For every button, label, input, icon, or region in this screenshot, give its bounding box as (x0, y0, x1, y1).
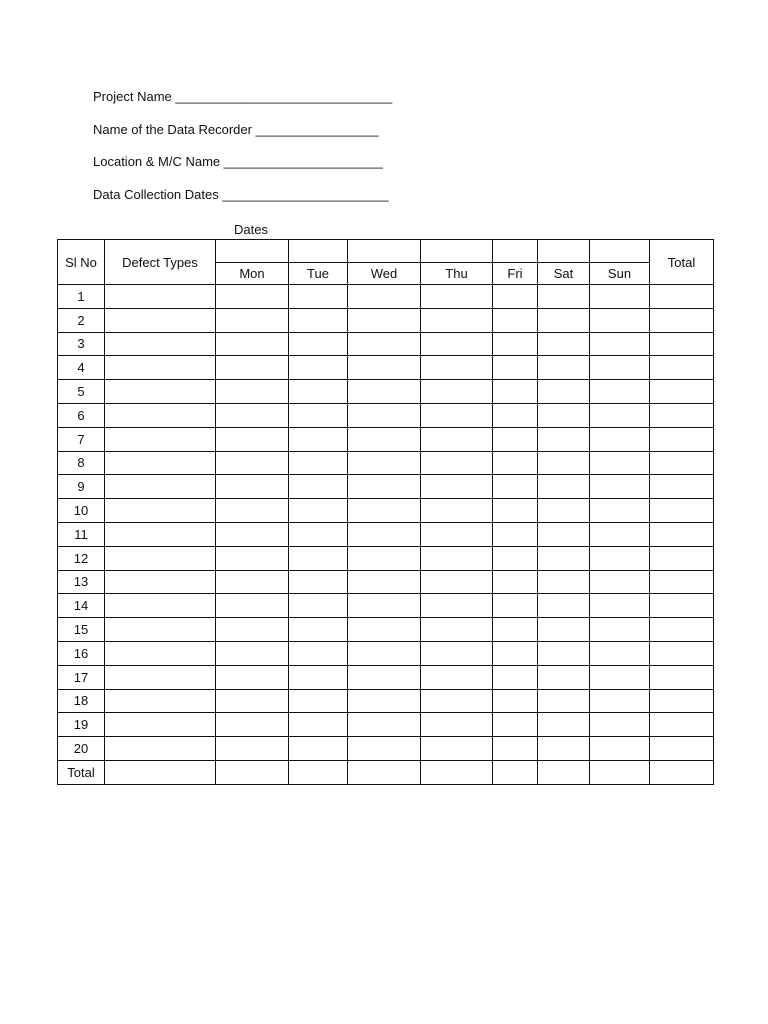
count-cell-fri[interactable] (493, 546, 538, 570)
count-cell-sat[interactable] (538, 380, 590, 404)
count-cell-fri[interactable] (493, 403, 538, 427)
table-row (58, 332, 714, 356)
count-cell-sun[interactable] (590, 380, 650, 404)
count-cell-fri[interactable] (493, 451, 538, 475)
count-cell-tue[interactable] (289, 713, 348, 737)
count-cell-sun[interactable] (590, 689, 650, 713)
data-recorder-field[interactable]: Name of the Data Recorder _________________ (93, 121, 379, 137)
header-day-mon: Mon (216, 263, 289, 285)
count-cell-tue[interactable] (289, 570, 348, 594)
defect-type-cell[interactable] (105, 570, 216, 594)
count-cell-sat[interactable] (538, 760, 590, 784)
date-cell-thu[interactable] (421, 240, 493, 263)
table-row (58, 570, 714, 594)
defect-type-cell[interactable] (105, 427, 216, 451)
sl-no-cell: 10 (58, 499, 105, 523)
count-cell-fri[interactable] (493, 641, 538, 665)
row-total-cell[interactable] (650, 546, 714, 570)
count-cell-tue[interactable] (289, 760, 348, 784)
count-cell-wed[interactable] (348, 522, 421, 546)
count-cell-tue[interactable] (289, 546, 348, 570)
defect-type-cell[interactable] (105, 665, 216, 689)
row-total-cell[interactable] (650, 451, 714, 475)
count-cell-wed[interactable] (348, 308, 421, 332)
count-cell-wed[interactable] (348, 713, 421, 737)
count-cell-thu[interactable] (421, 618, 493, 642)
count-cell-sun[interactable] (590, 618, 650, 642)
count-cell-thu[interactable] (421, 665, 493, 689)
sl-no-cell: 6 (58, 403, 105, 427)
count-cell-mon[interactable] (216, 332, 289, 356)
count-cell-sun[interactable] (590, 570, 650, 594)
defect-type-cell[interactable] (105, 285, 216, 309)
count-cell-sat[interactable] (538, 737, 590, 761)
sl-no-cell: 19 (58, 713, 105, 737)
header-total: Total (650, 240, 714, 285)
defect-type-cell[interactable] (105, 737, 216, 761)
count-cell-fri[interactable] (493, 285, 538, 309)
count-cell-tue[interactable] (289, 475, 348, 499)
count-cell-tue[interactable] (289, 641, 348, 665)
count-cell-thu[interactable] (421, 475, 493, 499)
table-row (58, 689, 714, 713)
table-row (58, 451, 714, 475)
count-cell-sun[interactable] (590, 594, 650, 618)
count-cell-tue[interactable] (289, 665, 348, 689)
count-cell-sun[interactable] (590, 356, 650, 380)
dates-caption: Dates (234, 222, 268, 237)
header-row-top (58, 240, 714, 263)
count-cell-wed[interactable] (348, 689, 421, 713)
count-cell-wed[interactable] (348, 285, 421, 309)
row-total-cell[interactable] (650, 737, 714, 761)
count-cell-thu[interactable] (421, 285, 493, 309)
count-cell-fri[interactable] (493, 737, 538, 761)
header-sl-no: Sl No (58, 240, 105, 285)
header-defect-types: Defect Types (105, 240, 216, 285)
count-cell-fri[interactable] (493, 308, 538, 332)
count-cell-wed[interactable] (348, 546, 421, 570)
collection-dates-field[interactable]: Data Collection Dates _______________________ (93, 186, 389, 202)
count-cell-mon[interactable] (216, 641, 289, 665)
table-row (58, 403, 714, 427)
header-day-sun: Sun (590, 263, 650, 285)
sl-no-cell: 20 (58, 737, 105, 761)
count-cell-sun[interactable] (590, 403, 650, 427)
count-cell-mon[interactable] (216, 737, 289, 761)
header-day-fri: Fri (493, 263, 538, 285)
count-cell-mon[interactable] (216, 713, 289, 737)
row-total-cell[interactable] (650, 356, 714, 380)
row-total-cell[interactable] (650, 570, 714, 594)
count-cell-wed[interactable] (348, 570, 421, 594)
count-cell-sat[interactable] (538, 546, 590, 570)
count-cell-tue[interactable] (289, 403, 348, 427)
count-cell-tue[interactable] (289, 499, 348, 523)
count-cell-sat[interactable] (538, 594, 590, 618)
row-total-cell[interactable] (650, 475, 714, 499)
table-body (58, 240, 714, 785)
row-total-cell[interactable] (650, 594, 714, 618)
defect-type-cell[interactable] (105, 594, 216, 618)
row-total-cell[interactable] (650, 713, 714, 737)
count-cell-thu[interactable] (421, 380, 493, 404)
count-cell-tue[interactable] (289, 356, 348, 380)
table-row (58, 475, 714, 499)
count-cell-tue[interactable] (289, 689, 348, 713)
count-cell-thu[interactable] (421, 499, 493, 523)
header-day-tue: Tue (289, 263, 348, 285)
sl-no-cell: 3 (58, 332, 105, 356)
count-cell-tue[interactable] (289, 285, 348, 309)
count-cell-mon[interactable] (216, 356, 289, 380)
row-total-cell[interactable] (650, 380, 714, 404)
count-cell-sun[interactable] (590, 522, 650, 546)
count-cell-mon[interactable] (216, 499, 289, 523)
sl-no-cell: 1 (58, 285, 105, 309)
count-cell-mon[interactable] (216, 475, 289, 499)
count-cell-sat[interactable] (538, 332, 590, 356)
count-cell-wed[interactable] (348, 403, 421, 427)
project-name-field[interactable]: Project Name ______________________________ (93, 89, 393, 104)
count-cell-wed[interactable] (348, 499, 421, 523)
count-cell-fri[interactable] (493, 689, 538, 713)
date-cell-wed[interactable] (348, 240, 421, 263)
count-cell-mon[interactable] (216, 689, 289, 713)
table-row (58, 546, 714, 570)
defect-type-cell[interactable] (105, 332, 216, 356)
count-cell-sun[interactable] (590, 737, 650, 761)
count-cell-sat[interactable] (538, 451, 590, 475)
count-cell-mon[interactable] (216, 570, 289, 594)
sl-no-cell: 12 (58, 546, 105, 570)
defect-check-sheet (57, 239, 714, 785)
table-row (58, 665, 714, 689)
row-total-cell[interactable] (650, 332, 714, 356)
count-cell-thu[interactable] (421, 403, 493, 427)
row-total-cell[interactable] (650, 689, 714, 713)
count-cell-mon[interactable] (216, 618, 289, 642)
count-cell-thu[interactable] (421, 522, 493, 546)
table-row (58, 380, 714, 404)
count-cell-mon[interactable] (216, 594, 289, 618)
count-cell-sun[interactable] (590, 332, 650, 356)
count-cell-sun[interactable] (590, 546, 650, 570)
count-cell-fri[interactable] (493, 475, 538, 499)
count-cell-fri[interactable] (493, 713, 538, 737)
count-cell-sat[interactable] (538, 522, 590, 546)
sl-no-cell: 11 (58, 522, 105, 546)
count-cell-wed[interactable] (348, 380, 421, 404)
table-row (58, 713, 714, 737)
defect-type-cell[interactable] (105, 618, 216, 642)
count-cell-fri[interactable] (493, 499, 538, 523)
defect-type-cell[interactable] (105, 356, 216, 380)
sl-no-cell: 5 (58, 380, 105, 404)
defect-type-cell[interactable] (105, 713, 216, 737)
table-row (58, 356, 714, 380)
table-row (58, 737, 714, 761)
defect-type-cell[interactable] (105, 308, 216, 332)
count-cell-thu[interactable] (421, 332, 493, 356)
count-cell-tue[interactable] (289, 380, 348, 404)
header-day-thu: Thu (421, 263, 493, 285)
count-cell-tue[interactable] (289, 594, 348, 618)
count-cell-sat[interactable] (538, 427, 590, 451)
sl-no-cell: 14 (58, 594, 105, 618)
count-cell-sat[interactable] (538, 356, 590, 380)
count-cell-mon[interactable] (216, 546, 289, 570)
count-cell-thu[interactable] (421, 689, 493, 713)
defect-type-cell[interactable] (105, 451, 216, 475)
table-row (58, 594, 714, 618)
count-cell-wed[interactable] (348, 665, 421, 689)
date-cell-sun[interactable] (590, 240, 650, 263)
sl-no-cell: 17 (58, 665, 105, 689)
count-cell-mon[interactable] (216, 380, 289, 404)
sl-no-cell: Total (58, 760, 105, 784)
sl-no-cell: 4 (58, 356, 105, 380)
row-total-cell[interactable] (650, 618, 714, 642)
defect-type-cell[interactable] (105, 475, 216, 499)
count-cell-sat[interactable] (538, 689, 590, 713)
count-cell-sun[interactable] (590, 451, 650, 475)
count-cell-wed[interactable] (348, 451, 421, 475)
count-cell-sat[interactable] (538, 665, 590, 689)
count-cell-wed[interactable] (348, 641, 421, 665)
count-cell-sat[interactable] (538, 641, 590, 665)
sl-no-cell: 16 (58, 641, 105, 665)
table-row (58, 522, 714, 546)
count-cell-wed[interactable] (348, 760, 421, 784)
row-total-cell[interactable] (650, 403, 714, 427)
count-cell-wed[interactable] (348, 332, 421, 356)
count-cell-sat[interactable] (538, 403, 590, 427)
sl-no-cell: 18 (58, 689, 105, 713)
location-mc-field[interactable]: Location & M/C Name ______________________ (93, 154, 383, 169)
count-cell-sat[interactable] (538, 475, 590, 499)
count-cell-thu[interactable] (421, 546, 493, 570)
defect-type-cell[interactable] (105, 403, 216, 427)
count-cell-wed[interactable] (348, 427, 421, 451)
table-row (58, 285, 714, 309)
count-cell-sun[interactable] (590, 285, 650, 309)
count-cell-mon[interactable] (216, 308, 289, 332)
count-cell-tue[interactable] (289, 737, 348, 761)
header-day-sat: Sat (538, 263, 590, 285)
defect-type-cell[interactable] (105, 522, 216, 546)
table-row (58, 760, 714, 784)
row-total-cell[interactable] (650, 285, 714, 309)
count-cell-sun[interactable] (590, 308, 650, 332)
count-cell-sat[interactable] (538, 308, 590, 332)
table-row (58, 641, 714, 665)
date-cell-sat[interactable] (538, 240, 590, 263)
count-cell-fri[interactable] (493, 665, 538, 689)
count-cell-fri[interactable] (493, 332, 538, 356)
sl-no-cell: 2 (58, 308, 105, 332)
count-cell-fri[interactable] (493, 356, 538, 380)
sl-no-cell: 9 (58, 475, 105, 499)
count-cell-thu[interactable] (421, 594, 493, 618)
row-total-cell[interactable] (650, 760, 714, 784)
count-cell-fri[interactable] (493, 760, 538, 784)
count-cell-sun[interactable] (590, 641, 650, 665)
count-cell-tue[interactable] (289, 308, 348, 332)
table-row (58, 427, 714, 451)
count-cell-tue[interactable] (289, 332, 348, 356)
date-cell-tue[interactable] (289, 240, 348, 263)
count-cell-thu[interactable] (421, 641, 493, 665)
count-cell-mon[interactable] (216, 665, 289, 689)
table-row (58, 618, 714, 642)
count-cell-thu[interactable] (421, 451, 493, 475)
count-cell-tue[interactable] (289, 427, 348, 451)
sl-no-cell: 13 (58, 570, 105, 594)
count-cell-mon[interactable] (216, 427, 289, 451)
count-cell-fri[interactable] (493, 594, 538, 618)
header-day-wed: Wed (348, 263, 421, 285)
count-cell-sun[interactable] (590, 427, 650, 451)
count-cell-wed[interactable] (348, 737, 421, 761)
count-cell-sun[interactable] (590, 713, 650, 737)
count-cell-fri[interactable] (493, 427, 538, 451)
count-cell-sat[interactable] (538, 713, 590, 737)
count-cell-thu[interactable] (421, 356, 493, 380)
defect-type-cell[interactable] (105, 760, 216, 784)
count-cell-fri[interactable] (493, 522, 538, 546)
row-total-cell[interactable] (650, 641, 714, 665)
count-cell-thu[interactable] (421, 760, 493, 784)
count-cell-sat[interactable] (538, 618, 590, 642)
count-cell-thu[interactable] (421, 570, 493, 594)
row-total-cell[interactable] (650, 499, 714, 523)
count-cell-sun[interactable] (590, 499, 650, 523)
count-cell-fri[interactable] (493, 570, 538, 594)
defect-type-cell[interactable] (105, 641, 216, 665)
row-total-cell[interactable] (650, 427, 714, 451)
count-cell-fri[interactable] (493, 618, 538, 642)
count-cell-mon[interactable] (216, 522, 289, 546)
form-fields (93, 88, 392, 218)
count-cell-thu[interactable] (421, 713, 493, 737)
count-cell-wed[interactable] (348, 594, 421, 618)
defect-type-cell[interactable] (105, 499, 216, 523)
count-cell-sun[interactable] (590, 665, 650, 689)
count-cell-wed[interactable] (348, 475, 421, 499)
count-cell-tue[interactable] (289, 618, 348, 642)
sl-no-cell: 7 (58, 427, 105, 451)
count-cell-sat[interactable] (538, 285, 590, 309)
count-cell-wed[interactable] (348, 356, 421, 380)
row-total-cell[interactable] (650, 665, 714, 689)
count-cell-sun[interactable] (590, 760, 650, 784)
count-cell-thu[interactable] (421, 737, 493, 761)
count-cell-mon[interactable] (216, 451, 289, 475)
count-cell-sat[interactable] (538, 570, 590, 594)
count-cell-tue[interactable] (289, 451, 348, 475)
date-cell-mon[interactable] (216, 240, 289, 263)
defect-type-cell[interactable] (105, 689, 216, 713)
sl-no-cell: 8 (58, 451, 105, 475)
sl-no-cell: 15 (58, 618, 105, 642)
defect-type-cell[interactable] (105, 546, 216, 570)
table-row (58, 308, 714, 332)
count-cell-mon[interactable] (216, 403, 289, 427)
count-cell-thu[interactable] (421, 308, 493, 332)
count-cell-mon[interactable] (216, 285, 289, 309)
count-cell-thu[interactable] (421, 427, 493, 451)
row-total-cell[interactable] (650, 308, 714, 332)
count-cell-sun[interactable] (590, 475, 650, 499)
count-cell-mon[interactable] (216, 760, 289, 784)
count-cell-wed[interactable] (348, 618, 421, 642)
row-total-cell[interactable] (650, 522, 714, 546)
defect-type-cell[interactable] (105, 380, 216, 404)
count-cell-tue[interactable] (289, 522, 348, 546)
table-row (58, 499, 714, 523)
count-cell-fri[interactable] (493, 380, 538, 404)
date-cell-fri[interactable] (493, 240, 538, 263)
count-cell-sat[interactable] (538, 499, 590, 523)
